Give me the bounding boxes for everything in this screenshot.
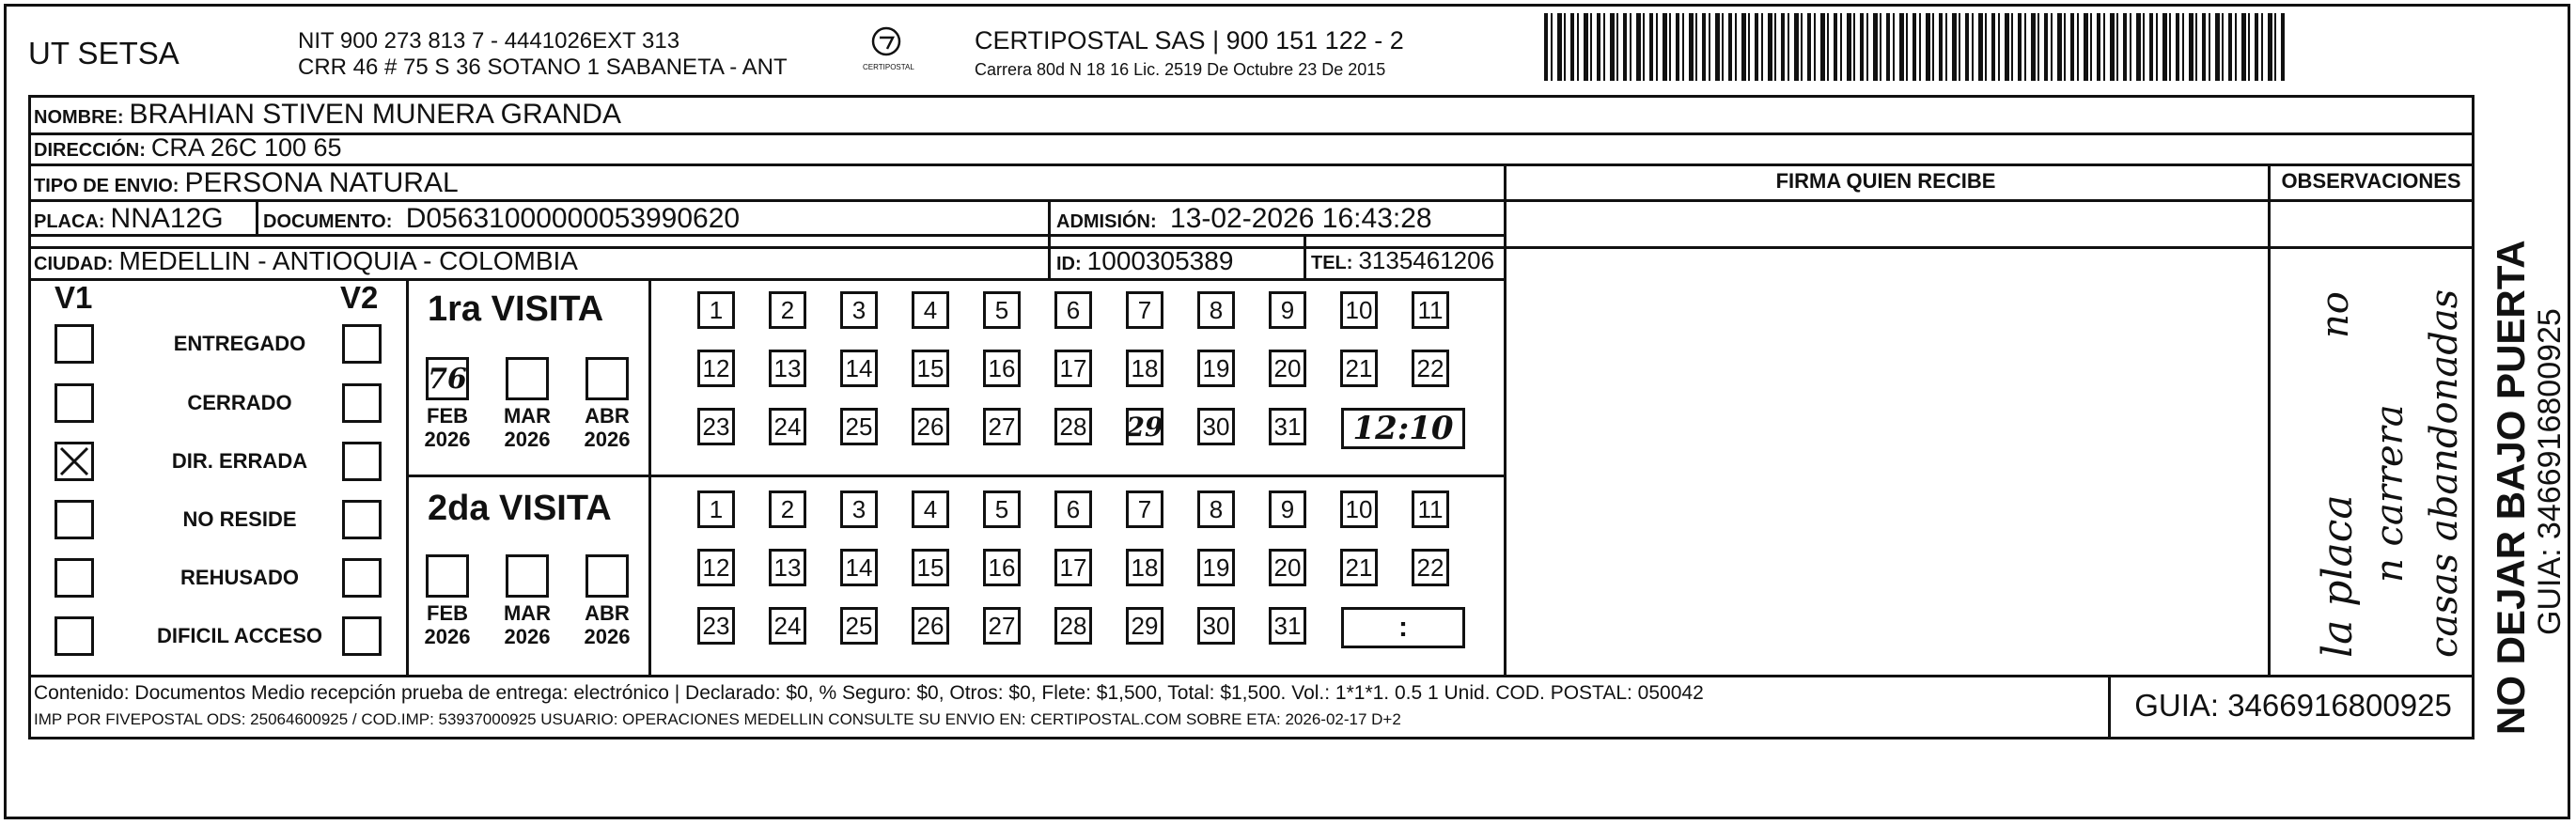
documento-label: DOCUMENTO: bbox=[263, 211, 393, 232]
v2-checkbox[interactable] bbox=[342, 558, 382, 598]
tipo-label: TIPO DE ENVIO: bbox=[34, 176, 180, 196]
month-label-mar: MAR 2026 bbox=[503, 404, 552, 452]
v1-checkbox[interactable] bbox=[55, 558, 94, 598]
day-box-30[interactable]: 30 bbox=[1197, 408, 1235, 445]
v2-checkbox[interactable] bbox=[342, 324, 382, 364]
v2-checkbox[interactable] bbox=[342, 616, 382, 656]
placa-row bbox=[34, 205, 224, 233]
v2-checkbox[interactable] bbox=[342, 442, 382, 481]
v1-checkbox[interactable] bbox=[55, 616, 94, 656]
day-box-11[interactable]: 11 bbox=[1412, 291, 1449, 329]
day-box-13[interactable]: 13 bbox=[769, 549, 806, 586]
certipostal-logo bbox=[863, 24, 914, 71]
day-box-27[interactable]: 27 bbox=[983, 607, 1021, 645]
nombre-label: NOMBRE: bbox=[34, 107, 124, 128]
direccion-label: DIRECCIÓN: bbox=[34, 140, 146, 161]
time-box[interactable]: : bbox=[1341, 607, 1465, 648]
day-box-17[interactable]: 17 bbox=[1054, 350, 1092, 387]
tel-label: TEL: bbox=[1311, 253, 1353, 273]
day-box-29[interactable]: 29 bbox=[1126, 408, 1163, 445]
day-box-20[interactable]: 20 bbox=[1269, 350, 1306, 387]
observaciones-handwriting-2: n carrera bbox=[2368, 404, 2412, 583]
certipostal-text: CERTIPOSTAL SAS | 900 151 122 - 2 bbox=[975, 26, 1404, 54]
observaciones-handwriting-1: la placa bbox=[2314, 494, 2362, 658]
day-box-19[interactable]: 19 bbox=[1197, 350, 1235, 387]
barcode bbox=[1544, 13, 2287, 81]
nombre-value: BRAHIAN STIVEN MUNERA GRANDA bbox=[129, 99, 621, 130]
day-box-21[interactable]: 21 bbox=[1340, 350, 1378, 387]
placa-label: PLACA: bbox=[34, 211, 105, 232]
day-box-15[interactable]: 15 bbox=[912, 350, 949, 387]
day-box-1[interactable]: 1 bbox=[697, 490, 735, 528]
status-label: ENTREGADO bbox=[173, 332, 306, 355]
day-box-5[interactable]: 5 bbox=[983, 490, 1021, 528]
visit2-title: 2da VISITA bbox=[428, 489, 612, 528]
month-checkbox-abr[interactable] bbox=[585, 357, 629, 400]
tel-row bbox=[1311, 248, 1494, 272]
tipo-row bbox=[34, 169, 459, 197]
direccion-value: CRA 26C 100 65 bbox=[150, 133, 342, 162]
company-name: UT SETSA bbox=[28, 36, 180, 70]
nombre-row bbox=[34, 101, 621, 129]
documento-row bbox=[263, 205, 740, 233]
day-box-4[interactable]: 4 bbox=[912, 490, 949, 528]
v1-label: V1 bbox=[55, 280, 93, 315]
id-label: ID: bbox=[1056, 254, 1082, 274]
time-box[interactable]: 12:10 bbox=[1341, 408, 1465, 449]
observaciones-handwriting-3: casas abandonadas bbox=[2423, 288, 2466, 658]
day-box-14[interactable]: 14 bbox=[840, 350, 878, 387]
day-box-12[interactable]: 12 bbox=[697, 549, 735, 586]
day-box-17[interactable]: 17 bbox=[1054, 549, 1092, 586]
nit-text: NIT 900 273 813 7 - 4441026EXT 313 bbox=[298, 28, 680, 54]
tel-value: 3135461206 bbox=[1358, 246, 1495, 274]
month-label-mar: MAR 2026 bbox=[503, 601, 552, 649]
address-text: CRR 46 # 75 S 36 SOTANO 1 SABANETA - ANT bbox=[298, 54, 788, 80]
v2-checkbox[interactable] bbox=[342, 500, 382, 539]
month-label-abr: ABR 2026 bbox=[584, 404, 631, 452]
ciudad-row bbox=[34, 248, 578, 274]
day-box-10[interactable]: 10 bbox=[1340, 490, 1378, 528]
footer-line1: Contenido: Documentos Medio recepción prueba de entrega: electrónico | Declarado: $0, % Seguro: $0, Otros: $0, Flete: $1,500, Total: $1,500. Vol.: 1*1*1. 0.5 1 Unid. COD. POSTAL: 050042 bbox=[34, 682, 1704, 704]
day-box-16[interactable]: 16 bbox=[983, 549, 1021, 586]
admision-value: 13-02-2026 16:43:28 bbox=[1170, 203, 1432, 234]
day-box-28[interactable]: 28 bbox=[1054, 408, 1092, 445]
placa-value: NNA12G bbox=[110, 203, 224, 234]
day-box-3[interactable]: 3 bbox=[840, 490, 878, 528]
day-box-6[interactable]: 6 bbox=[1054, 291, 1092, 329]
footer-guia: GUIA: 3466916800925 bbox=[2134, 688, 2452, 723]
day-box-1[interactable]: 1 bbox=[697, 291, 735, 329]
no-dejar-text: NO DEJAR BAJO PUERTA bbox=[2489, 240, 2533, 735]
day-box-8[interactable]: 8 bbox=[1197, 490, 1235, 528]
day-box-26[interactable]: 26 bbox=[912, 408, 949, 445]
day-box-13[interactable]: 13 bbox=[769, 350, 806, 387]
day-box-25[interactable]: 25 bbox=[840, 408, 878, 445]
month-label-feb: FEB 2026 bbox=[424, 601, 471, 649]
day-box-21[interactable]: 21 bbox=[1340, 549, 1378, 586]
day-box-2[interactable]: 2 bbox=[769, 490, 806, 528]
month-checkbox-feb[interactable] bbox=[426, 554, 469, 598]
firma-label: FIRMA QUIEN RECIBE bbox=[1775, 169, 1996, 193]
month-checkbox-mar[interactable] bbox=[506, 554, 549, 598]
id-value: 1000305389 bbox=[1086, 246, 1234, 275]
day-box-11[interactable]: 11 bbox=[1412, 490, 1449, 528]
v1-checkbox[interactable] bbox=[55, 383, 94, 423]
day-box-23[interactable]: 23 bbox=[697, 607, 735, 645]
day-box-8[interactable]: 8 bbox=[1197, 291, 1235, 329]
day-box-31[interactable]: 31 bbox=[1269, 408, 1306, 445]
day-box-9[interactable]: 9 bbox=[1269, 490, 1306, 528]
day-box-22[interactable]: 22 bbox=[1412, 350, 1449, 387]
day-box-24[interactable]: 24 bbox=[769, 408, 806, 445]
day-box-20[interactable]: 20 bbox=[1269, 549, 1306, 586]
status-label: CERRADO bbox=[187, 391, 292, 414]
day-box-27[interactable]: 27 bbox=[983, 408, 1021, 445]
month-checkbox-feb[interactable]: 76 bbox=[426, 357, 469, 400]
logo-text: CERTIPOSTAL bbox=[863, 63, 914, 71]
day-box-23[interactable]: 23 bbox=[697, 408, 735, 445]
day-box-22[interactable]: 22 bbox=[1412, 549, 1449, 586]
day-box-14[interactable]: 14 bbox=[840, 549, 878, 586]
ciudad-label: CIUDAD: bbox=[34, 254, 114, 274]
certipostal-address: Carrera 80d N 18 16 Lic. 2519 De Octubre 23 De 2015 bbox=[975, 60, 1386, 79]
day-box-25[interactable]: 25 bbox=[840, 607, 878, 645]
v2-checkbox[interactable] bbox=[342, 383, 382, 423]
day-box-29[interactable]: 29 bbox=[1126, 607, 1163, 645]
status-label: DIFICIL ACCESO bbox=[156, 624, 322, 647]
day-box-3[interactable]: 3 bbox=[840, 291, 878, 329]
visit1-title: 1ra VISITA bbox=[428, 289, 604, 329]
observaciones-label: OBSERVACIONES bbox=[2281, 169, 2461, 193]
v1-checkbox[interactable] bbox=[55, 500, 94, 539]
day-box-16[interactable]: 16 bbox=[983, 350, 1021, 387]
v1-checkbox[interactable] bbox=[55, 442, 94, 481]
direccion-row bbox=[34, 135, 342, 161]
day-box-19[interactable]: 19 bbox=[1197, 549, 1235, 586]
day-box-18[interactable]: 18 bbox=[1126, 350, 1163, 387]
month-checkbox-abr[interactable] bbox=[585, 554, 629, 598]
day-box-7[interactable]: 7 bbox=[1126, 490, 1163, 528]
status-label: DIR. ERRADA bbox=[171, 449, 308, 473]
table-top-line bbox=[28, 95, 2475, 98]
day-box-30[interactable]: 30 bbox=[1197, 607, 1235, 645]
footer-line2: IMP POR FIVEPOSTAL ODS: 25064600925 / COD.IMP: 53937000925 USUARIO: OPERACIONES MEDELLIN CONSULTE SU ENVIO EN: CERTIPOSTAL.COM SOBRE ETA: 2026-02-17 D+2 bbox=[34, 710, 1401, 728]
v2-label: V2 bbox=[340, 280, 379, 315]
day-box-5[interactable]: 5 bbox=[983, 291, 1021, 329]
day-box-6[interactable]: 6 bbox=[1054, 490, 1092, 528]
status-label: REHUSADO bbox=[180, 566, 299, 589]
day-box-26[interactable]: 26 bbox=[912, 607, 949, 645]
month-label-abr: ABR 2026 bbox=[584, 601, 631, 649]
status-label: NO RESIDE bbox=[182, 507, 297, 531]
ciudad-value: MEDELLIN - ANTIOQUIA - COLOMBIA bbox=[118, 246, 578, 275]
day-box-7[interactable]: 7 bbox=[1126, 291, 1163, 329]
month-label-feb: FEB 2026 bbox=[424, 404, 471, 452]
day-box-24[interactable]: 24 bbox=[769, 607, 806, 645]
admision-label: ADMISIÓN: bbox=[1056, 211, 1157, 232]
side-guia: GUIA: 3466916800925 bbox=[2532, 308, 2568, 635]
day-box-18[interactable]: 18 bbox=[1126, 549, 1163, 586]
day-box-12[interactable]: 12 bbox=[697, 350, 735, 387]
tipo-value: PERSONA NATURAL bbox=[184, 167, 459, 198]
admision-row bbox=[1056, 205, 1432, 233]
v1-checkbox[interactable] bbox=[55, 324, 94, 364]
day-box-2[interactable]: 2 bbox=[769, 291, 806, 329]
day-box-31[interactable]: 31 bbox=[1269, 607, 1306, 645]
day-box-15[interactable]: 15 bbox=[912, 549, 949, 586]
documento-value: D05631000000053990620 bbox=[405, 203, 741, 234]
id-row bbox=[1056, 248, 1233, 274]
day-box-10[interactable]: 10 bbox=[1340, 291, 1378, 329]
day-box-4[interactable]: 4 bbox=[912, 291, 949, 329]
day-box-9[interactable]: 9 bbox=[1269, 291, 1306, 329]
month-checkbox-mar[interactable] bbox=[506, 357, 549, 400]
observaciones-handwriting-4: no bbox=[2314, 291, 2357, 338]
day-box-28[interactable]: 28 bbox=[1054, 607, 1092, 645]
